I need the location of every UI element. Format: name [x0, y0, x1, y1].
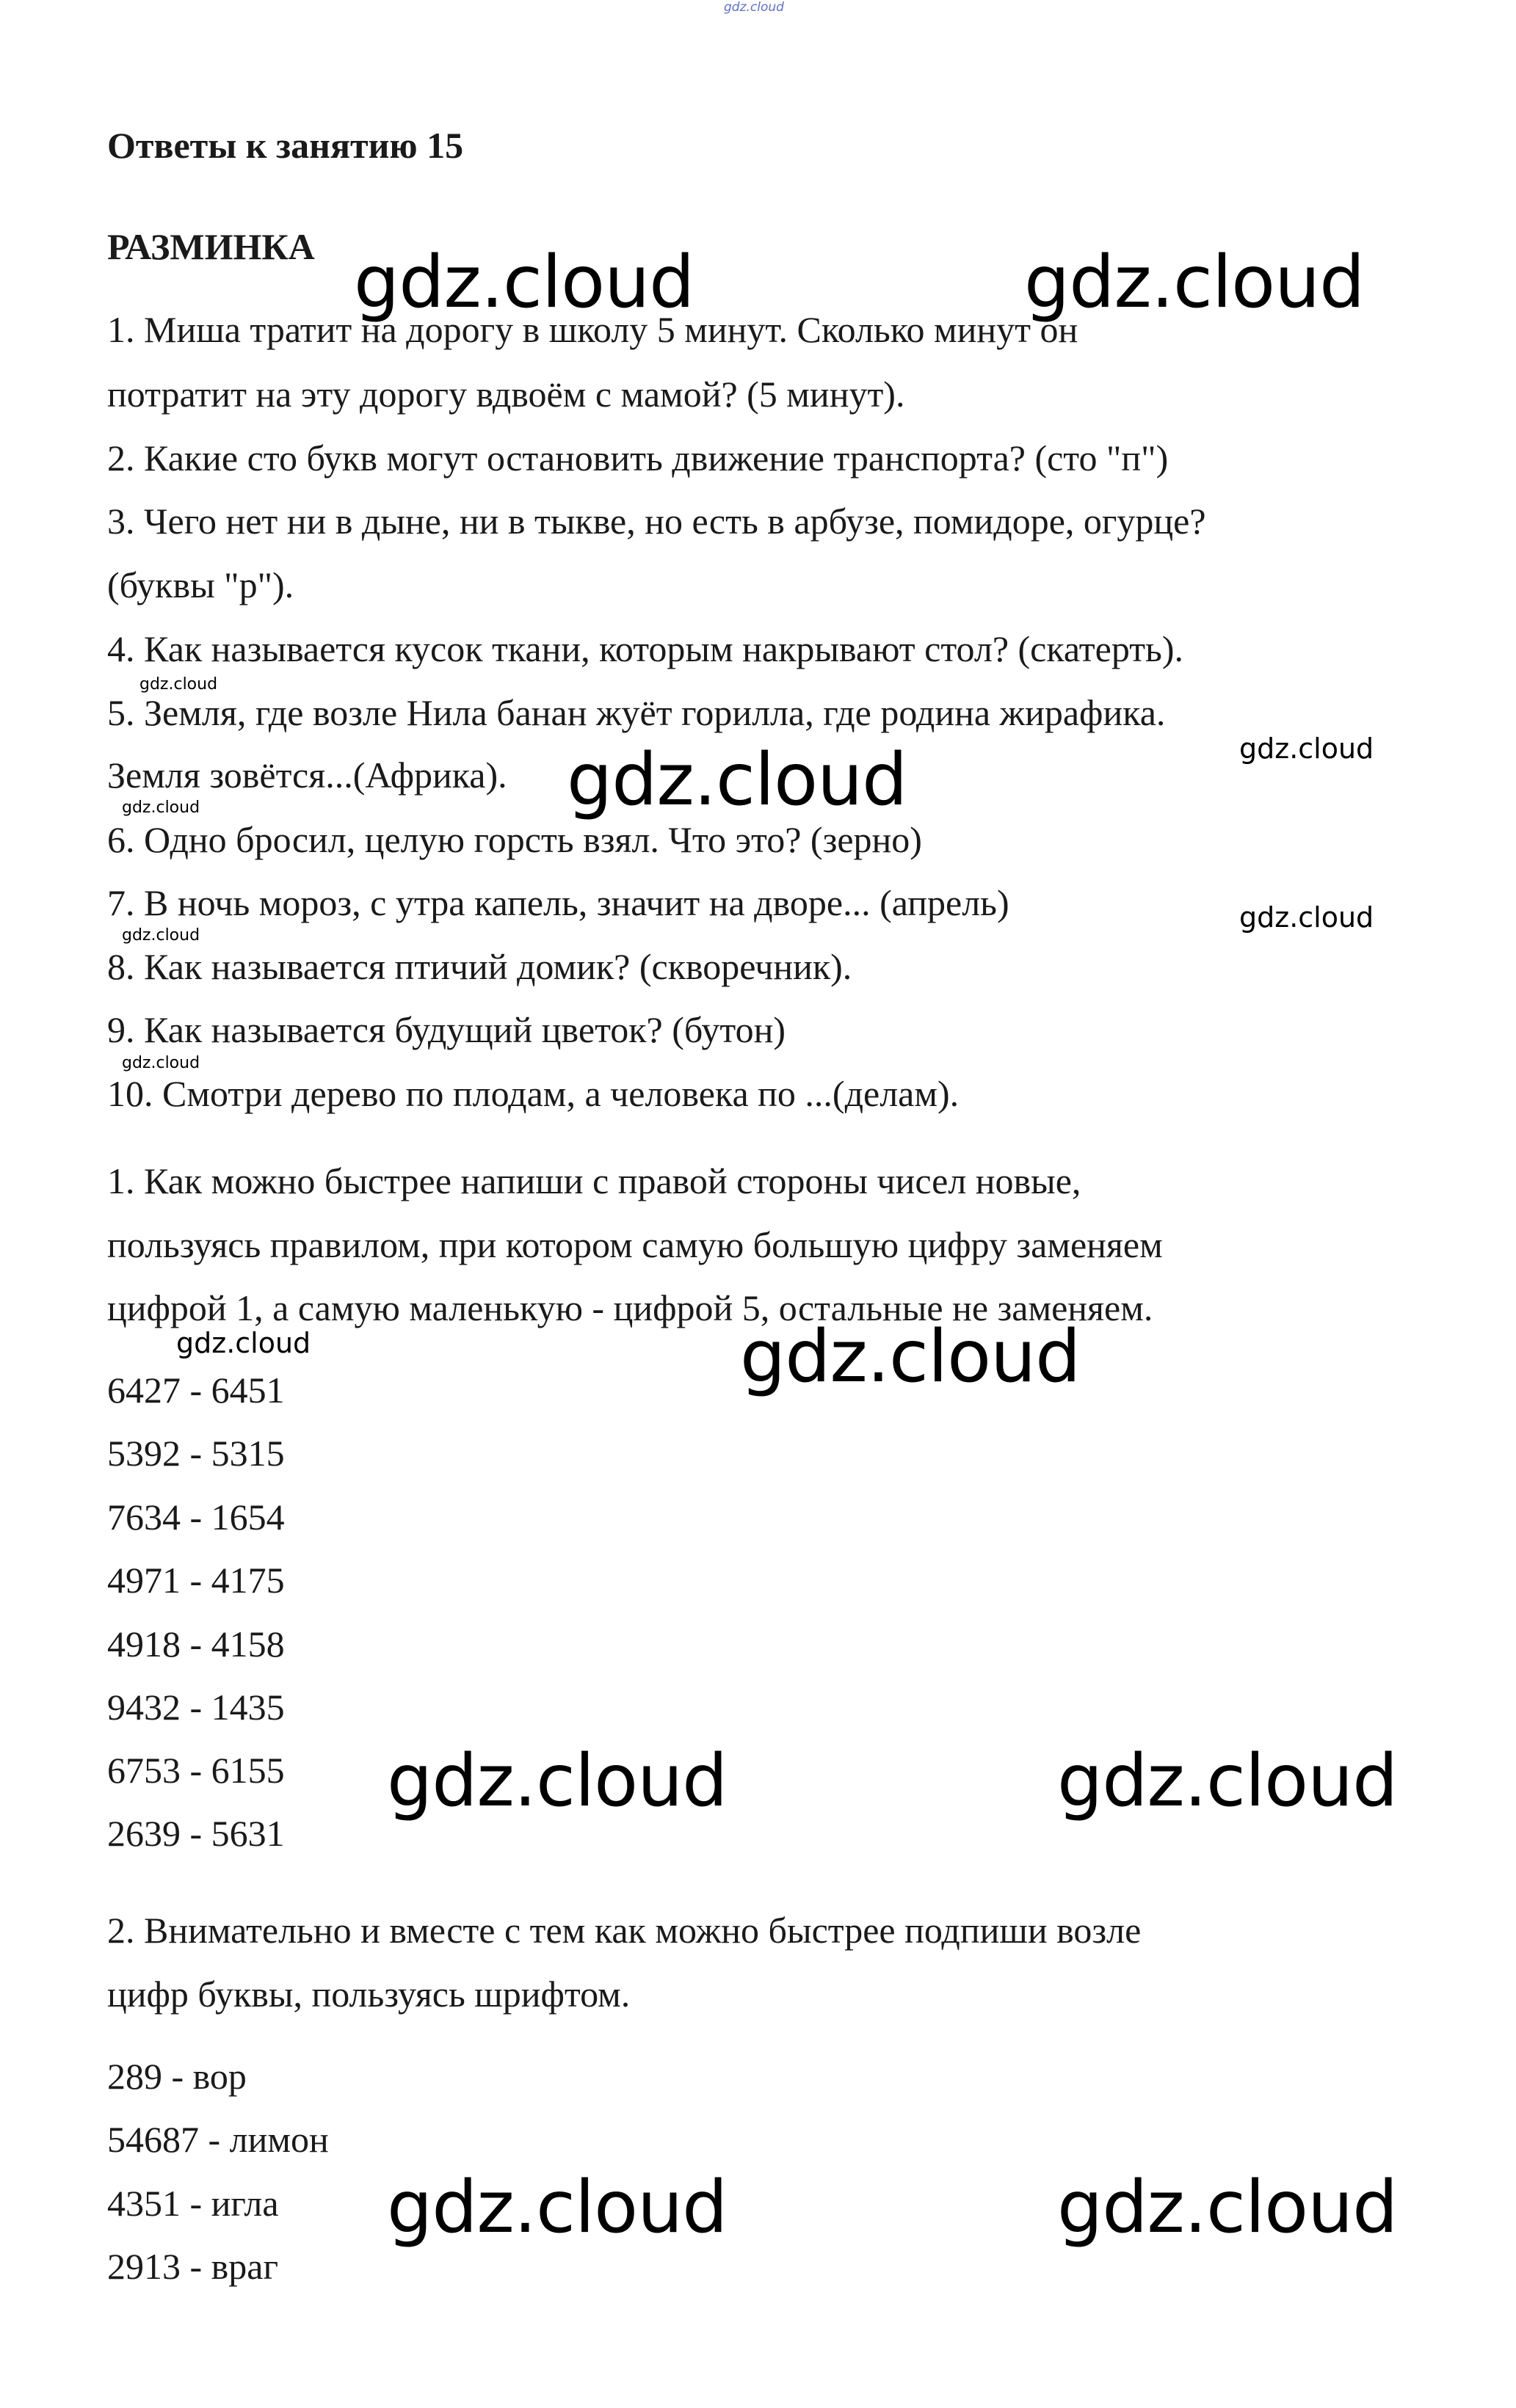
task1-text-line: пользуясь правилом, при котором самую большую цифру заменяем [107, 1224, 1163, 1265]
task2-answer: 2913 - враг [107, 2246, 278, 2287]
task2-text-line: цифр буквы, пользуясь шрифтом. [107, 1974, 631, 2015]
watermark: gdz.cloud [1024, 241, 1365, 324]
warmup-line: 10. Смотри дерево по плодам, а человека по ...(делам). [107, 1073, 960, 1114]
warmup-line: 1. Миша тратит на дорогу в школу 5 минут. Сколько минут он [107, 309, 1078, 350]
watermark: gdz.cloud [1057, 1739, 1398, 1823]
watermark-top: gdz.cloud [724, 0, 784, 15]
task1-answer: 5392 - 5315 [107, 1433, 285, 1474]
watermark: gdz.cloud [387, 2166, 728, 2249]
warmup-line: 3. Чего нет ни в дыне, ни в тыкве, но есть в арбузе, помидоре, огурце? [107, 501, 1206, 542]
warmup-line: Земля зовётся...(Африка). [107, 754, 507, 796]
task1-answer: 2639 - 5631 [107, 1813, 285, 1854]
warmup-line: 8. Как называется птичий домик? (скворечник). [107, 946, 852, 987]
section-heading: РАЗМИНКА [107, 226, 315, 267]
watermark-medium: gdz.cloud [176, 1327, 311, 1359]
task1-answer: 4918 - 4158 [107, 1623, 285, 1665]
watermark: gdz.cloud [567, 738, 907, 822]
watermark: gdz.cloud [740, 1315, 1081, 1399]
task1-answer: 9432 - 1435 [107, 1687, 285, 1728]
task1-answer: 6427 - 6451 [107, 1369, 285, 1411]
watermark-small: gdz.cloud [122, 799, 200, 817]
page-title: Ответы к занятию 15 [107, 125, 464, 166]
task1-text-line: цифрой 1, а самую маленькую - цифрой 5, остальные не заменяем. [107, 1287, 1153, 1328]
warmup-line: 5. Земля, где возле Нила банан жуёт горилла, где родина жирафика. [107, 692, 1166, 733]
watermark-medium: gdz.cloud [1239, 901, 1374, 934]
task1-answer: 7634 - 1654 [107, 1496, 285, 1538]
warmup-line: 4. Как называется кусок ткани, которым накрывают стол? (скатерть). [107, 628, 1183, 669]
watermark-small: gdz.cloud [139, 675, 218, 694]
task1-answer: 4971 - 4175 [107, 1560, 285, 1601]
watermark: gdz.cloud [387, 1739, 728, 1823]
watermark: gdz.cloud [1057, 2166, 1398, 2249]
task2-answer: 4351 - игла [107, 2183, 279, 2224]
task2-text-line: 2. Внимательно и вместе с тем как можно быстрее подпиши возле [107, 1910, 1142, 1951]
task2-answer: 289 - вор [107, 2056, 247, 2097]
watermark-small: gdz.cloud [122, 926, 200, 945]
task2-answer: 54687 - лимон [107, 2119, 329, 2160]
task1-answer: 6753 - 6155 [107, 1750, 285, 1791]
warmup-line: 9. Как называется будущий цветок? (бутон) [107, 1009, 786, 1050]
warmup-line: (буквы "р"). [107, 564, 294, 605]
watermark-medium: gdz.cloud [1239, 732, 1374, 765]
warmup-line: потратит на эту дорогу вдвоём с мамой? (5 минут). [107, 374, 905, 415]
warmup-line: 2. Какие сто букв могут остановить движение транспорта? (сто "п") [107, 437, 1169, 479]
watermark: gdz.cloud [354, 241, 694, 324]
warmup-line: 6. Одно бросил, целую горсть взял. Что это? (зерно) [107, 819, 922, 860]
task1-text-line: 1. Как можно быстрее напиши с правой стороны чисел новые, [107, 1160, 1081, 1201]
watermark-small: gdz.cloud [122, 1054, 200, 1072]
warmup-line: 7. В ночь мороз, с утра капель, значит на дворе... (апрель) [107, 882, 1009, 923]
